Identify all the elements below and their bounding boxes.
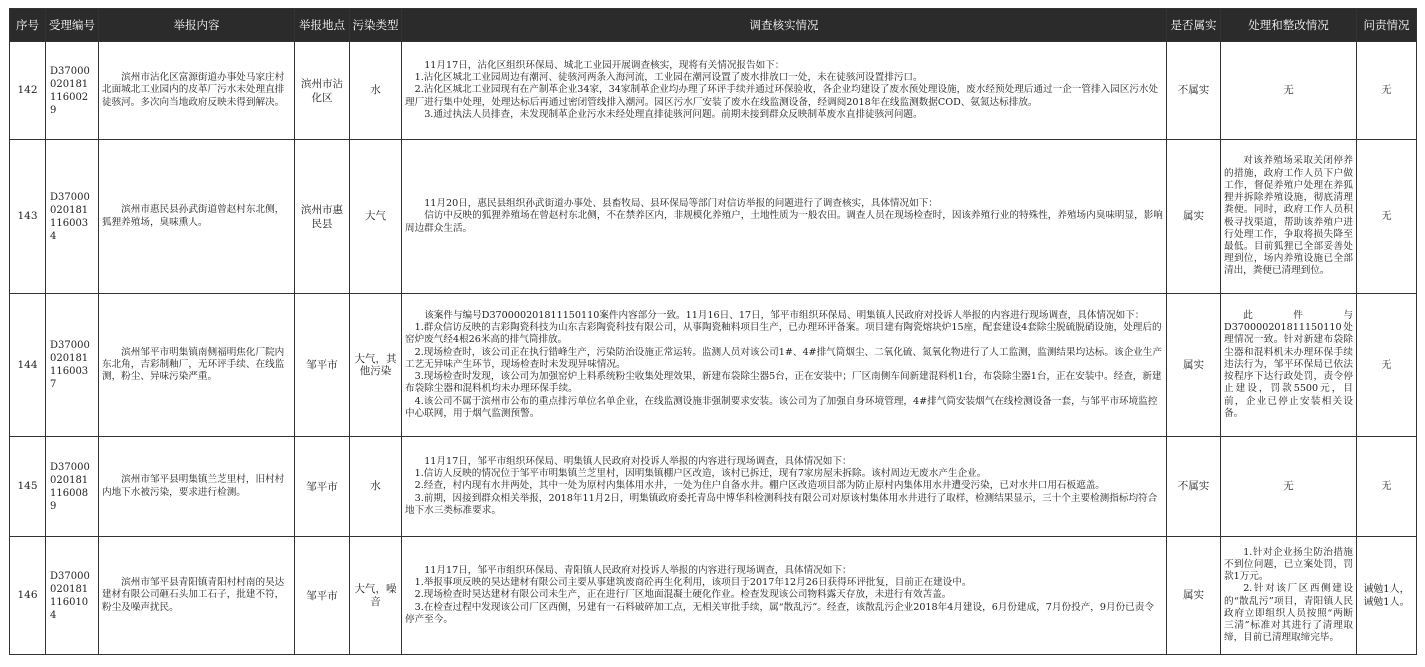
row-accept-id: D370000201811160034 (46, 140, 99, 294)
row-accountability: 无 (1357, 294, 1417, 437)
row-rectification: 无 (1221, 437, 1357, 537)
row-accountability: 无 (1357, 437, 1417, 537)
row-investigation: 11月17日，邹平市组织环保局、明集镇人民政府对投诉人举报的内容进行现场调查，具体情况如下： 1.信访人反映的情况位于邹平市明集镇兰芝里村，因明集镇棚户区改造，该村已拆迁，现有7家房屋未拆除。该村周边无废水产生企业。 2.经查，村内现有水井两处，其中一处为原村内集体用水井，一处为住户自备水井。棚户区改造项目部为防止原村内集体用水井遭受污染，已对水井口用石板遮盖。 3.前期，因接到群众相关举报，2018年11月2日，明集镇政府委托青岛中博华科检测科技有限公司对原该村集体用水井进行了取样，检测结果显示，三十个主要检测指标均符合地下水三类标准要求。 (402, 437, 1167, 537)
table-row (10, 140, 1417, 294)
table-row (10, 294, 1417, 437)
row-accountability: 诫勉1人，诫勉1人。 (1357, 537, 1417, 655)
table-row (10, 537, 1417, 655)
row-verified: 属实 (1167, 294, 1221, 437)
row-rectification: 1.针对企业扬尘防治措施不到位问题，已立案处罚，罚款1万元。 2.针对该厂区西侧建设的“散乱污”项目，青阳镇人民政府立即组织人员按照“两断三清”标准对其进行了清理取缔，目前已清理取缔完毕。 (1221, 537, 1357, 655)
col-header-verified: 是否属实 (1167, 9, 1221, 42)
row-pollution: 大气 (350, 140, 402, 294)
row-no: 142 (10, 42, 46, 140)
row-rectification: 此件与D370000201811150110处理情况一致。针对新建布袋除尘器和混料机未办理环保手续违法行为，邹平环保局已依法按程序下达行政处罚，责令停止建设，罚款5500元，目前，企业已停止安装相关设备。 (1221, 294, 1357, 437)
row-accept-id: D370000201811160104 (46, 537, 99, 655)
row-verified: 属实 (1167, 140, 1221, 294)
row-accept-id: D370000201811160089 (46, 437, 99, 537)
row-pollution: 水 (350, 42, 402, 140)
row-place: 滨州市沾化区 (295, 42, 350, 140)
col-header-no: 序号 (10, 9, 46, 42)
row-place: 邹平市 (295, 294, 350, 437)
row-rectification: 无 (1221, 42, 1357, 140)
row-pollution: 大气，其他污染 (350, 294, 402, 437)
row-place: 滨州市惠民县 (295, 140, 350, 294)
row-verified: 不属实 (1167, 437, 1221, 537)
row-accountability: 无 (1357, 42, 1417, 140)
col-header-rectification: 处理和整改情况 (1221, 9, 1357, 42)
row-investigation: 11月17日，邹平市组织环保局、青阳镇人民政府对投诉人举报的内容进行现场调查，具体情况如下： 1.举报事项反映的昊达建材有限公司主要从事建筑废商砼再生化利用，该项目于2017年12月26日获得环评批复，目前正在建设中。 2.现场检查时昊达建材有限公司未生产，正在进行厂区地面混凝土硬化作业。检查发现该公司物料露天存放，未进行有效苫盖。 3.在检查过程中发现该公司厂区西侧，另建有一石料破碎加工点，无相关审批手续，属“散乱污”。经查，该散乱污企业2018年4月建设，6月份建成，7月份投产，9月份已责令停产至今。 (402, 537, 1167, 655)
table-row (10, 437, 1417, 537)
row-accept-id: D370000201811160037 (46, 294, 99, 437)
row-verified: 属实 (1167, 537, 1221, 655)
header-row (10, 9, 1417, 42)
row-accept-id: D370000201811160029 (46, 42, 99, 140)
row-content: 滨州市邹平县明集镇兰芝里村，旧村村内地下水被污染，要求进行检测。 (99, 437, 295, 537)
row-content: 滨州市沾化区富源街道办事处马家庄村北面城北工业园内的皮革厂污水未处理直排徒骇河。多次向当地政府反映未得到解决。 (99, 42, 295, 140)
row-content: 滨州市邹平县青阳镇青阳村村南的昊达建材有限公司砸石头加工石子，批建不符，粉尘及噪声扰民。 (99, 537, 295, 655)
row-pollution: 水 (350, 437, 402, 537)
col-header-investigation: 调查核实情况 (402, 9, 1167, 42)
row-no: 146 (10, 537, 46, 655)
row-verified: 不属实 (1167, 42, 1221, 140)
row-accountability: 无 (1357, 140, 1417, 294)
col-header-accountability: 问责情况 (1357, 9, 1417, 42)
row-content: 滨州市惠民县孙武街道曾赵村东北侧，狐狸养殖场，臭味熏人。 (99, 140, 295, 294)
row-investigation: 该案件与编号D370000201811150110案件内容部分一致。11月16日、17日，邹平市组织环保局、明集镇人民政府对投诉人举报的内容进行现场调查，具体情况如下： 1.群众信访反映的吉彩陶瓷科技为山东吉彩陶瓷科技有限公司，从事陶瓷釉料项目生产，已办理环评备案。项目建有陶瓷熔块炉15座，配套建设4套除尘脱硫脱硝设施，处理后的窑炉废气经4根26米高的排气筒排放。 2.现场检查时，该公司正在执行错峰生产，污染防治设施正常运转。监测人员对该公司1#、4#排气筒烟尘、二氧化硫、氮氧化物进行了人工监测，监测结果均达标。该企业生产工艺无异味产生环节，现场检查时未发现异味情况。 3.现场检查时发现，该公司为加强窑炉上料系统粉尘收集处理效果，新建布袋除尘器5台，正在安装中；厂区南侧车间新建混料机1台，布袋除尘器1台，正在安装中。经查，新建布袋除尘器和混料机均未办理环保手续。 4.该公司不属于滨州市公布的重点排污单位名单企业，在线监测设施非强制要求安装。该公司为了加强自身环境管理，4#排气筒安装烟气在线检测设备一套，与邹平市环境监控中心联网，用于烟气监测预警。 (402, 294, 1167, 437)
row-no: 143 (10, 140, 46, 294)
row-rectification: 对该养殖场采取关闭停养的措施，政府工作人员下户做工作，督促养殖户处理在养狐狸并拆除养殖设施，彻底清理粪便。同时，政府工作人员积极寻找渠道，帮助该养殖户进行处理工作，争取将损失降至最低。目前狐狸已全部妥善处理到位，场内养殖设施已全部清出，粪便已清理到位。 (1221, 140, 1357, 294)
col-header-content: 举报内容 (99, 9, 295, 42)
col-header-accept-id: 受理编号 (46, 9, 99, 42)
col-header-place: 举报地点 (295, 9, 350, 42)
row-place: 邹平市 (295, 437, 350, 537)
row-no: 145 (10, 437, 46, 537)
row-investigation: 11月17日，沾化区组织环保局、城北工业园开展调查核实，现将有关情况报告如下： 1.沾化区城北工业园周边有潮河、徒骇河两条入海河流，工业园在潮河设置了废水排放口一处，未在徒骇河设置排污口。 2.沾化区城北工业园现有在产制革企业34家，34家制革企业均办理了环评手续并通过环保验收，各企业均建设了废水预处理设施，废水经预处理后通过一企一管排入园区污水处理厂进行集中处理，处理达标后再通过密闭管线排入潮河。园区污水厂安装了废水在线监测设备，经调阅2018年在线监测数据COD、氨氮达标排放。 3.通过执法人员排查，未发现制革企业污水未经处理直排徒骇河问题。前期未接到群众反映制革废水直排徒骇河问题。 (402, 42, 1167, 140)
col-header-pollution: 污染类型 (350, 9, 402, 42)
complaint-report-table (9, 8, 1417, 655)
table-row (10, 42, 1417, 140)
row-place: 邹平市 (295, 537, 350, 655)
row-no: 144 (10, 294, 46, 437)
row-content: 滨州邹平市明集镇南侧福明焦化厂院内东北角，吉彩制釉厂，无环评手续、在线监测，粉尘、异味污染严重。 (99, 294, 295, 437)
row-investigation: 11月20日，惠民县组织孙武街道办事处、县畜牧局、县环保局等部门对信访举报的问题进行了调查核实，具体情况如下： 信访中反映的狐狸养殖场在曾赵村东北侧，不在禁养区内，非规模化养殖户，土地性质为一般农田。调查人员在现场检查时，因该养殖行业的特殊性，养殖场内臭味明显，影响周边群众生活。 (402, 140, 1167, 294)
row-pollution: 大气，噪音 (350, 537, 402, 655)
